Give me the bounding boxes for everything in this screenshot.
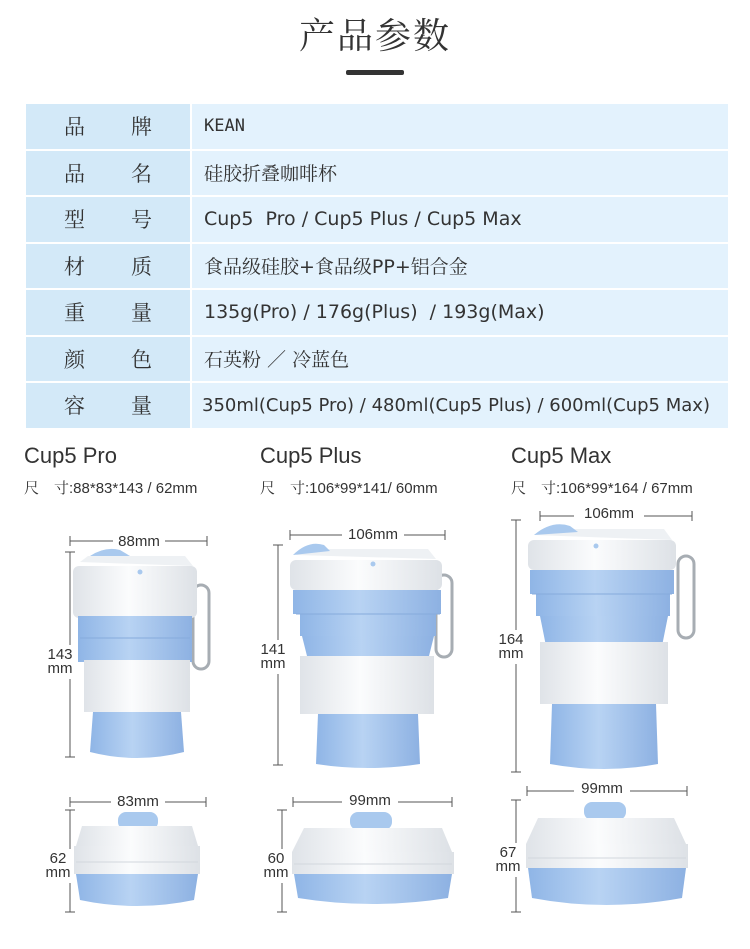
model-name: Cup5 Plus bbox=[260, 443, 362, 468]
open-width-label: 88mm bbox=[118, 533, 160, 550]
spec-value: 硅胶折叠咖啡杯 bbox=[192, 151, 728, 196]
closed-height-label: 67 bbox=[499, 844, 517, 861]
closed-height-label: 62 bbox=[49, 850, 67, 867]
unit-label: mm bbox=[263, 864, 289, 881]
cup-plus-closed bbox=[258, 792, 454, 912]
open-height-label: 141 bbox=[260, 641, 286, 658]
page-title: 产品参数 bbox=[298, 16, 451, 57]
open-width-label: 106mm bbox=[347, 526, 399, 543]
cup-pro-closed bbox=[42, 793, 206, 912]
spec-value: Cup5 Pro / Cup5 Plus / Cup5 Max bbox=[192, 197, 728, 242]
unit-label: mm bbox=[498, 645, 524, 662]
model-dimensions: 尺 寸:106*99*164 / 67mm bbox=[511, 480, 693, 497]
model-name: Cup5 Max bbox=[511, 443, 612, 468]
spec-key: 品 名 bbox=[26, 151, 190, 196]
cup-pro-open bbox=[40, 533, 209, 758]
closed-width-label: 83mm bbox=[117, 793, 159, 810]
spec-key: 材 质 bbox=[26, 244, 190, 289]
spec-key: 品 牌 bbox=[26, 104, 190, 149]
spec-value: 135g(Pro) / 176g(Plus) / 193g(Max) bbox=[192, 290, 728, 335]
spec-value: KEAN bbox=[192, 104, 728, 149]
cup-max-closed bbox=[492, 780, 688, 912]
spec-key: 型 号 bbox=[26, 197, 190, 242]
spec-value: 350ml(Cup5 Pro) / 480ml(Cup5 Plus) / 600ml(Cup5 Max) bbox=[192, 383, 728, 428]
unit-label: mm bbox=[47, 660, 73, 677]
model-dimensions: 尺 寸:106*99*141/ 60mm bbox=[260, 480, 438, 497]
spec-value: 食品级硅胶+食品级PP+铝合金 bbox=[192, 244, 728, 289]
open-height-label: 164 bbox=[498, 631, 524, 648]
open-height-label: 143 bbox=[47, 646, 73, 663]
cup-max-open bbox=[492, 505, 694, 772]
model-dimensions: 尺 寸:88*83*143 / 62mm bbox=[24, 480, 198, 497]
spec-key: 重 量 bbox=[26, 290, 190, 335]
unit-label: mm bbox=[260, 655, 286, 672]
cup-plus-open bbox=[255, 526, 452, 768]
closed-width-label: 99mm bbox=[349, 792, 391, 809]
unit-label: mm bbox=[45, 864, 71, 881]
spec-key: 颜 色 bbox=[26, 337, 190, 382]
open-width-label: 106mm bbox=[583, 505, 635, 522]
model-name: Cup5 Pro bbox=[24, 443, 117, 468]
closed-width-label: 99mm bbox=[581, 780, 623, 797]
spec-value: 石英粉 ／ 冷蓝色 bbox=[192, 337, 728, 382]
unit-label: mm bbox=[495, 858, 521, 875]
closed-height-label: 60 bbox=[267, 850, 285, 867]
spec-key: 容 量 bbox=[26, 383, 190, 428]
